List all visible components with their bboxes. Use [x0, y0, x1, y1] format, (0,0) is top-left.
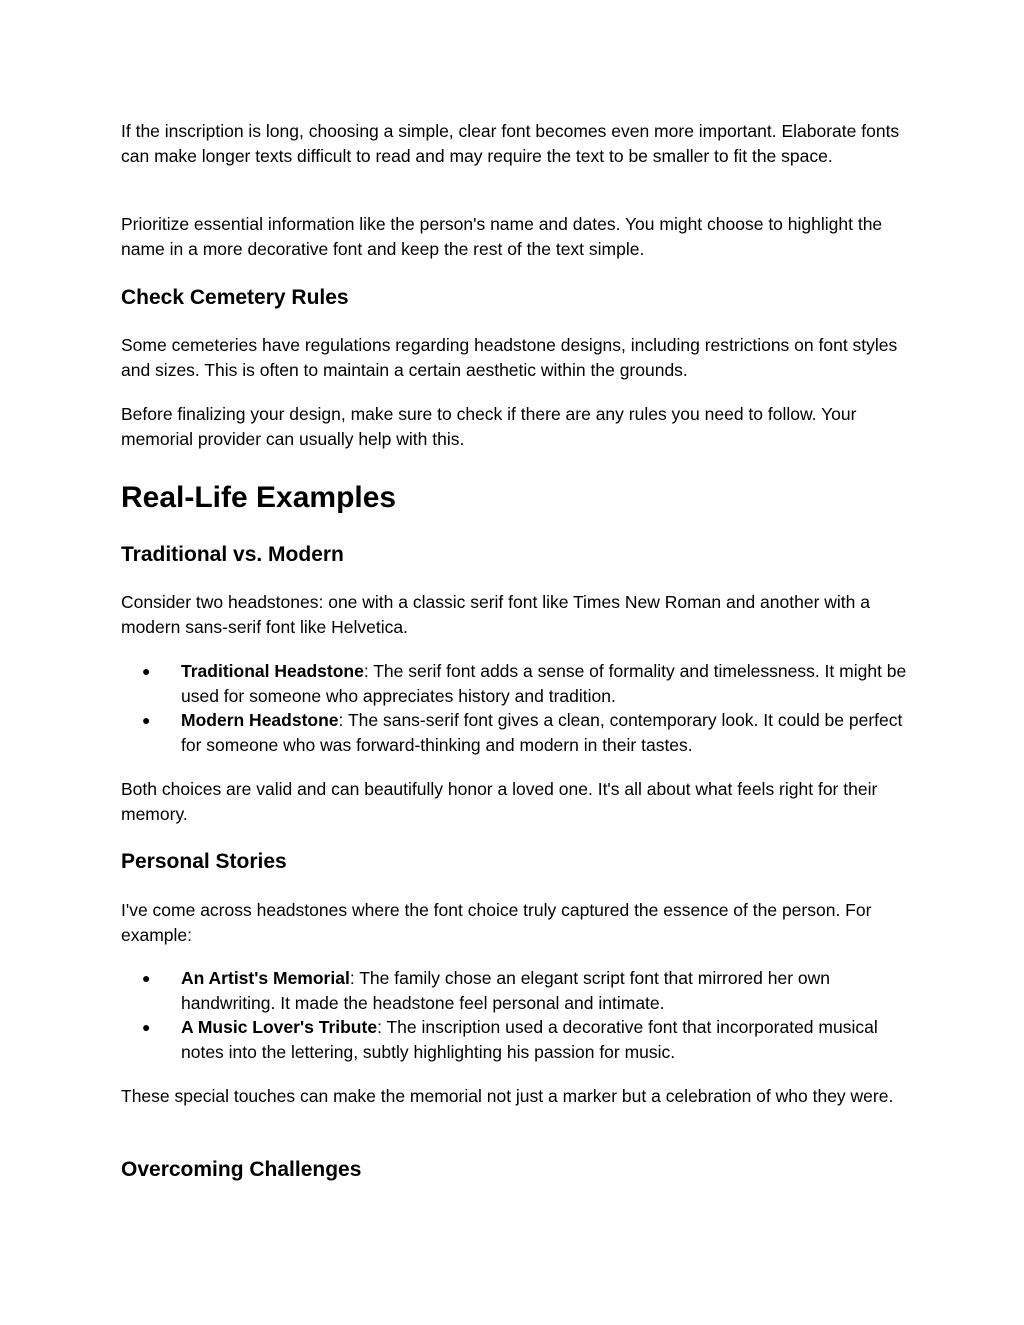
bullet-icon: ● [142, 712, 151, 728]
heading-personal-stories: Personal Stories [121, 850, 287, 873]
list-item [121, 708, 911, 757]
paragraph-long-inscription: If the inscription is long, choosing a simple, clear font becomes even more important. Elaborate fonts can make longer texts difficult to read and may require the text to be smaller to fit the space. [121, 121, 900, 166]
list-personal-examples [121, 966, 911, 1064]
list-item-title: Modern Headstone [181, 710, 339, 730]
list-item-title: Traditional Headstone [181, 661, 364, 681]
paragraph-two-headstones: Consider two headstones: one with a classic serif font like Times New Roman and another with a modern sans-serif font like Helvetica. [121, 592, 870, 637]
list-item-text: : The family chose an elegant script font that mirrored her own handwriting. It made the headstone feel personal and intimate. [181, 968, 831, 1013]
heading-traditional-vs-modern: Traditional vs. Modern [121, 543, 344, 566]
heading-overcoming-challenges: Overcoming Challenges [121, 1158, 362, 1181]
list-item [121, 966, 911, 1015]
paragraph-finalizing-design: Before finalizing your design, make sure to check if there are any rules you need to follow. Your memorial provider can usually help with this. [121, 404, 857, 449]
list-item-title: An Artist's Memorial [181, 968, 350, 988]
paragraph-both-choices: Both choices are valid and can beautifully honor a loved one. It's all about what feels right for their memory. [121, 779, 878, 824]
list-headstone-styles [121, 659, 911, 757]
list-item [121, 1015, 911, 1064]
list-item-text: : The serif font adds a sense of formality and timelessness. It might be used for someone who appreciates history and tradition. [181, 661, 907, 706]
paragraph-special-touches: These special touches can make the memorial not just a marker but a celebration of who they were. [121, 1086, 894, 1106]
list-item-text: : The inscription used a decorative font that incorporated musical notes into the lettering, subtly highlighting his passion for music. [181, 1017, 878, 1062]
paragraph-font-essence: I've come across headstones where the font choice truly captured the essence of the person. For example: [121, 900, 872, 945]
heading-real-life-examples: Real-Life Examples [121, 481, 397, 514]
list-item-title: A Music Lover's Tribute [181, 1017, 378, 1037]
bullet-icon: ● [142, 663, 151, 679]
list-item-text: : The sans-serif font gives a clean, contemporary look. It could be perfect for someone who was forward-thinking and modern in their tastes. [181, 710, 903, 755]
heading-check-cemetery-rules: Check Cemetery Rules [121, 286, 349, 309]
list-item [121, 659, 911, 708]
paragraph-cemetery-regulations: Some cemeteries have regulations regarding headstone designs, including restrictions on font styles and sizes. This is often to maintain a certain aesthetic within the grounds. [121, 335, 898, 380]
paragraph-prioritize-info: Prioritize essential information like the person's name and dates. You might choose to highlight the name in a more decorative font and keep the rest of the text simple. [121, 214, 883, 259]
bullet-icon: ● [142, 970, 151, 986]
bullet-icon: ● [142, 1019, 151, 1035]
